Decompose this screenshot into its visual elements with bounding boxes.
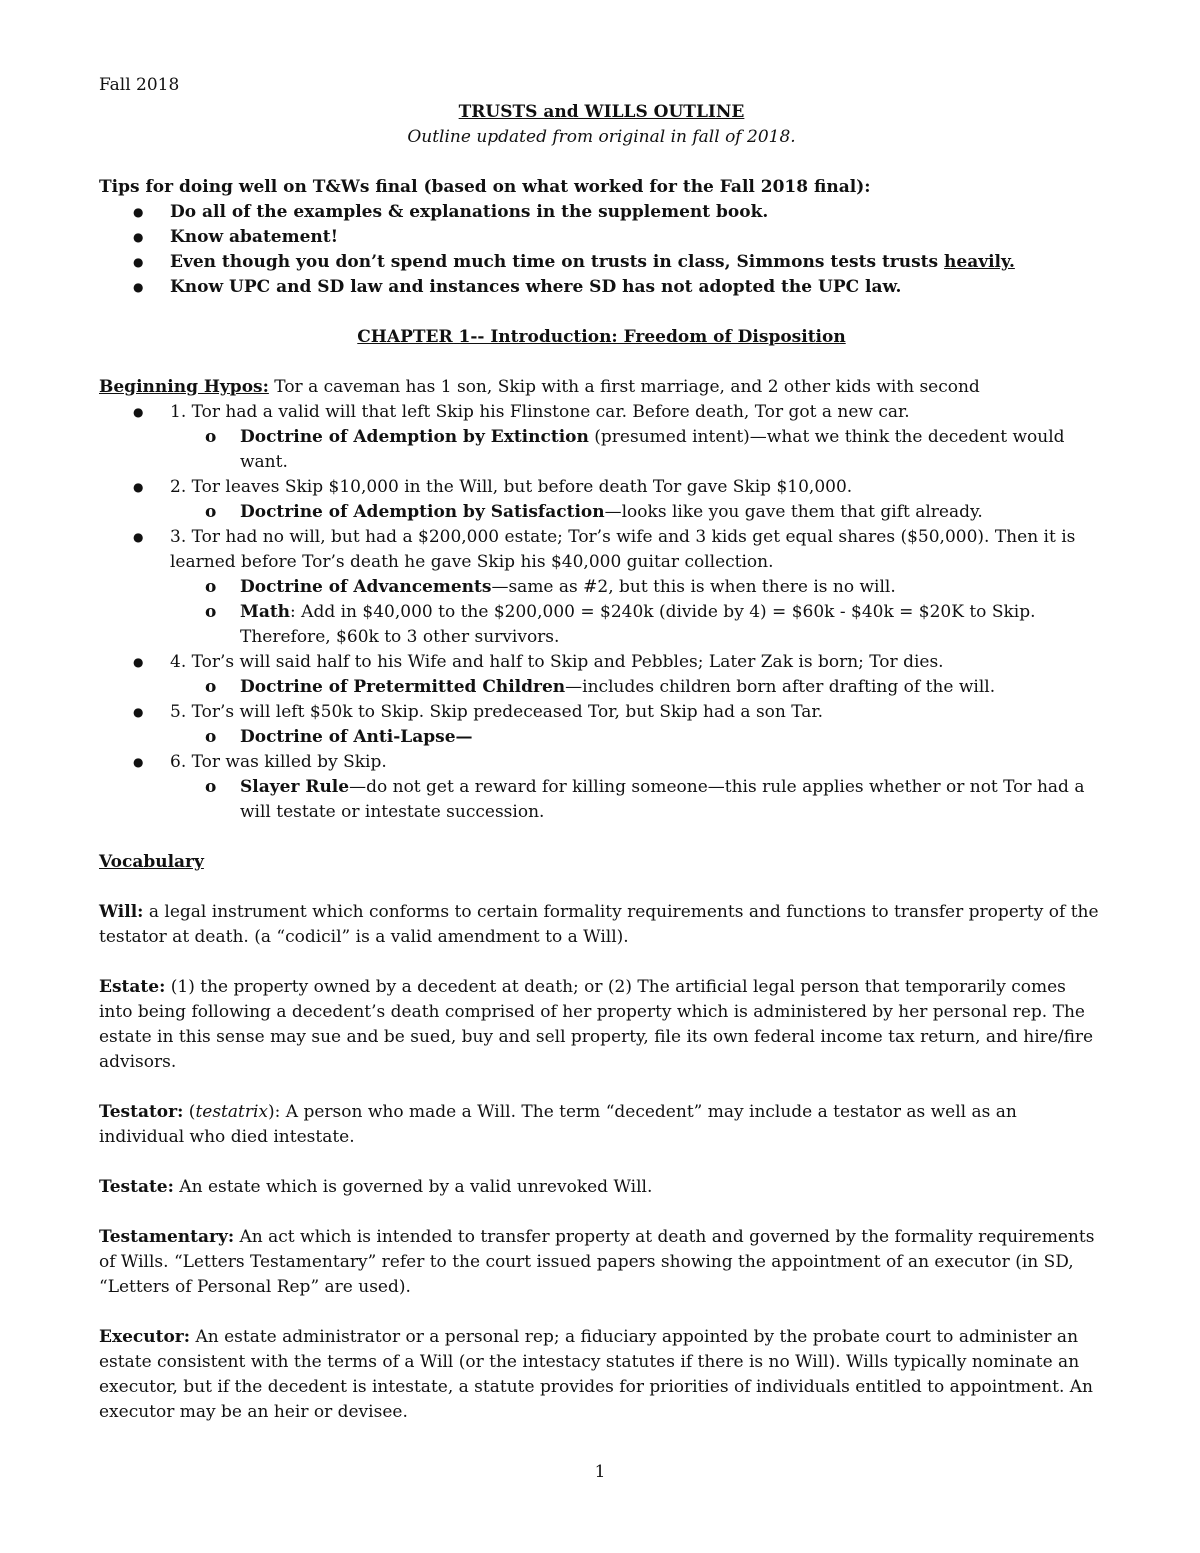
- vocab-term: Testate:: [99, 1177, 174, 1197]
- vocab-entry-executor: [99, 1325, 1104, 1425]
- vocab-term: Will:: [99, 902, 144, 922]
- hypos-list: [99, 400, 1104, 825]
- vocab-definition: An estate administrator or a personal rep; a fiduciary appointed by the probate court to administer an estate consistent with the terms of a Will (or the intestacy statutes if there is no Will). Wills typically nominate an executor, but if the decedent is intestate, a statute provides for priorities of individuals entitled to appointment. An executor may be an heir or devisee.: [99, 1327, 1093, 1422]
- hypo-subitem: [99, 425, 1104, 475]
- hypo-subitem: [99, 675, 1104, 700]
- doctrine-text: —do not get a reward for killing someone—this rule applies whether or not Tor had a will testate or intestate succession.: [240, 777, 1085, 822]
- tips-heading: Tips for doing well on T&Ws final (based on what worked for the Fall 2018 final):: [99, 177, 871, 197]
- tip-text: Even though you don’t spend much time on trusts in class, Simmons tests trusts: [170, 252, 945, 272]
- hypo-subitem: [99, 575, 1104, 600]
- hypo-item: ● 3. Tor had no will, but had a $200,000 estate; Tor’s wife and 3 kids get equal shares ($50,000). Then it is learned before Tor’s death he gave Skip his $40,000 guitar collection.: [99, 525, 1104, 575]
- vocab-definition: ): A person who made a Will. The term “decedent” may include a testator as well as an individual who died intestate.: [99, 1102, 1017, 1147]
- vocab-alt-term: testatrix: [195, 1102, 269, 1122]
- hypos-intro: [99, 375, 1104, 400]
- hypo-item: ● 6. Tor was killed by Skip.: [99, 750, 1104, 775]
- doctrine-term: Slayer Rule: [240, 777, 350, 797]
- doctrine-text: : Add in $40,000 to the $200,000 = $240k (divide by 4) = $60k - $40k = $20K to Skip. Therefore, $60k to 3 other survivors.: [240, 602, 1036, 647]
- doctrine-term: Doctrine of Pretermitted Children: [240, 677, 566, 697]
- doctrine-text: —includes children born after drafting of the will.: [565, 677, 996, 697]
- doctrine-text: —looks like you gave them that gift already.: [604, 502, 983, 522]
- page-number: 1: [594, 1462, 606, 1482]
- vocab-entry-estate: [99, 975, 1104, 1075]
- vocab-term: Testator:: [99, 1102, 184, 1122]
- document-title: TRUSTS and WILLS OUTLINE: [458, 102, 745, 122]
- doctrine-text: —same as #2, but this is when there is no will.: [491, 577, 896, 597]
- tip-item: [99, 250, 1104, 275]
- hypo-item: ● 5. Tor’s will left $50k to Skip. Skip predeceased Tor, but Skip had a son Tar.: [99, 700, 1104, 725]
- tips-list: [99, 200, 1104, 300]
- hypos-label: Beginning Hypos:: [99, 377, 269, 397]
- vocab-paren: (: [183, 1102, 196, 1122]
- vocab-term: Estate:: [99, 977, 166, 997]
- doctrine-term: Doctrine of Advancements: [240, 577, 492, 597]
- vocab-definition: (1) the property owned by a decedent at death; or (2) The artificial legal person that temporarily comes into being following a decedent’s death comprised of her property which is administered by her personal rep. The estate in this sense may sue and be sued, buy and sell property, file its own federal income tax return, and hire/fire advisors.: [99, 977, 1094, 1072]
- vocabulary-heading: Vocabulary: [99, 852, 204, 872]
- tip-item: ● Know UPC and SD law and instances where SD has not adopted the UPC law.: [99, 275, 1104, 300]
- hypo-item: ● 4. Tor’s will said half to his Wife and half to Skip and Pebbles; Later Zak is born; Tor dies.: [99, 650, 1104, 675]
- vocab-entry-testator: [99, 1100, 1104, 1150]
- vocab-definition: An estate which is governed by a valid unrevoked Will.: [173, 1177, 653, 1197]
- hypo-item: ● 1. Tor had a valid will that left Skip his Flinstone car. Before death, Tor got a new car.: [99, 400, 1104, 425]
- vocab-definition: a legal instrument which conforms to certain formality requirements and functions to transfer property of the testator at death. (a “codicil” is a valid amendment to a Will).: [99, 902, 1099, 947]
- doctrine-term: Doctrine of Ademption by Satisfaction: [240, 502, 605, 522]
- doctrine-term: Doctrine of Ademption by Extinction: [240, 427, 589, 447]
- vocab-entry-will: [99, 900, 1104, 950]
- hypos-intro-text: Tor a caveman has 1 son, Skip with a first marriage, and 2 other kids with second: [268, 377, 980, 397]
- hypo-subitem: [99, 600, 1104, 650]
- vocab-definition: An act which is intended to transfer property at death and governed by the formality requirements of Wills. “Letters Testamentary” refer to the court issued papers showing the appointment of an executor (in SD, “Letters of Personal Rep” are used).: [99, 1227, 1095, 1297]
- doctrine-text: (presumed intent)—what we think the decedent would want.: [240, 427, 1065, 472]
- vocab-entry-testate: [99, 1175, 1104, 1200]
- tip-emphasis: heavily.: [944, 252, 1015, 272]
- hypo-subitem: [99, 725, 1104, 750]
- vocab-entry-testamentary: [99, 1225, 1104, 1300]
- doctrine-term: Math: [240, 602, 291, 622]
- vocab-term: Testamentary:: [99, 1227, 235, 1247]
- header-date: Fall 2018: [99, 75, 180, 95]
- hypo-subitem: [99, 775, 1104, 825]
- tip-item: ● Do all of the examples & explanations in the supplement book.: [99, 200, 1104, 225]
- tip-item: ● Know abatement!: [99, 225, 1104, 250]
- document-subtitle: Outline updated from original in fall of 2018.: [407, 127, 796, 147]
- doctrine-term: Doctrine of Anti-Lapse—: [240, 727, 473, 747]
- page-content: [99, 73, 1104, 1425]
- hypo-item: ● 2. Tor leaves Skip $10,000 in the Will, but before death Tor gave Skip $10,000.: [99, 475, 1104, 500]
- chapter-heading: CHAPTER 1-- Introduction: Freedom of Disposition: [357, 327, 846, 347]
- hypo-subitem: [99, 500, 1104, 525]
- vocab-term: Executor:: [99, 1327, 191, 1347]
